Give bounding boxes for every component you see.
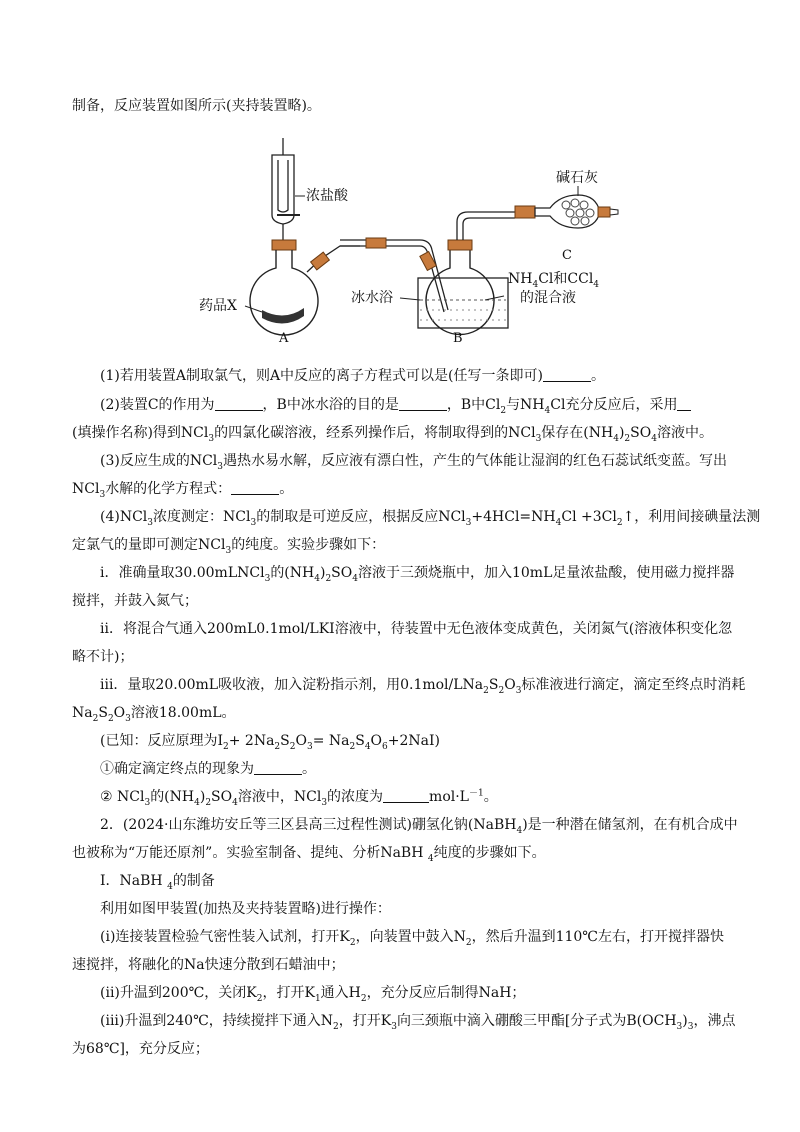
q3-blank[interactable] xyxy=(231,480,279,495)
s2-l2: 略不计)； xyxy=(72,649,134,665)
op3-c: 向三颈瓶中滴入硼酸三甲酯[分子式为B(OCH xyxy=(396,1013,677,1029)
sub1-blank[interactable] xyxy=(254,760,302,775)
s1-b-sub: 4 xyxy=(314,573,320,584)
label-c: C xyxy=(562,248,572,263)
q2-e: Cl充分反应后，采用 xyxy=(550,397,678,413)
label-a: A xyxy=(279,331,289,346)
label-soda-lime: 碱石灰 xyxy=(556,170,598,186)
k-f-sub: 4 xyxy=(364,741,371,752)
known xyxy=(100,731,440,751)
op-3-line2 xyxy=(72,1039,209,1059)
reagent-x-pointer xyxy=(245,306,262,312)
k-a-sub: 2 xyxy=(223,741,229,752)
s1-d: SO xyxy=(331,565,353,581)
q4-a: (4)NCl xyxy=(100,509,148,525)
sub2-c: ) xyxy=(199,789,206,805)
op-3 xyxy=(100,1011,735,1031)
k-c: S xyxy=(280,733,290,749)
step-2-line2 xyxy=(72,647,133,667)
s3-l2-sub2: 2 xyxy=(107,713,114,724)
s3-l2-a: Na xyxy=(72,705,93,721)
q3-b: 遇热水易水解，反应液有漂白性，产生的气体能让湿润的红色石蕊试纸变蓝。写出 xyxy=(223,453,728,469)
drying-tube-c xyxy=(535,195,618,228)
k-a: (已知：反应原理为I xyxy=(100,733,223,749)
sub2-g-sup: －1 xyxy=(468,788,484,799)
problem-2-line2 xyxy=(72,843,546,863)
sub1-b: 。 xyxy=(302,761,316,777)
op3-d-sub: 3 xyxy=(687,1021,694,1032)
sub2-g: mol·L xyxy=(429,789,469,805)
label-conc-hcl: 浓盐酸 xyxy=(306,188,348,204)
q2-l2-sub5: 4 xyxy=(651,433,657,444)
op2-c-sub: 2 xyxy=(360,993,367,1004)
q3-l2-a: NCl xyxy=(72,481,100,497)
step-2 xyxy=(100,619,732,639)
q2-l2-sub3: 4 xyxy=(613,433,619,444)
q3-l2-sub: 3 xyxy=(99,489,106,500)
op2-c: 通入H xyxy=(320,985,361,1001)
op1-a: (i)连接装置检验气密性装入试剂，打开K xyxy=(100,929,350,945)
funnel-body xyxy=(272,155,294,224)
step-3-line2 xyxy=(72,703,236,723)
s1-c: ) xyxy=(319,565,326,581)
dropping-funnel xyxy=(272,138,300,245)
label-ice-bath: 冰水浴 xyxy=(351,290,393,306)
q4-a-sub: 3 xyxy=(147,517,154,528)
q4-c: 的制取是可逆反应，根据反应NCl xyxy=(256,509,466,525)
sub2-c-sub: 2 xyxy=(205,797,212,808)
sub2-d: SO xyxy=(211,789,233,805)
p2-a: 2．(2024·山东潍坊安丘等三区县高三过程性测试)硼氢化钠(NaBH xyxy=(100,817,517,833)
op3-b: ，打开K xyxy=(338,1013,392,1029)
q1-text: (1)若用装置A制取氯气，则A中反应的离子方程式可以是(任写一条即可) xyxy=(100,368,543,384)
q4-b-sub: 3 xyxy=(250,517,257,528)
p2-b: )是一种潜在储氢剂，在有机合成中 xyxy=(522,817,738,833)
s3-c-sub: 3 xyxy=(515,685,522,696)
sec1-a-sub: 4 xyxy=(167,881,173,892)
sec1-b: 的制备 xyxy=(172,873,215,889)
s3-b: S xyxy=(488,677,499,693)
s1-b: 的(NH xyxy=(270,565,315,581)
op1-c: ，然后升温到110℃左右，打开搅拌器快 xyxy=(471,929,724,945)
s3-l2-c: O xyxy=(113,705,126,721)
sub-2 xyxy=(100,787,498,807)
sub2-f: 的浓度为 xyxy=(327,789,384,805)
q2-l2-sub1: 3 xyxy=(208,433,215,444)
outlet-tube-b xyxy=(457,212,515,240)
op3-c-sub: 3 xyxy=(676,1021,683,1032)
sub1-a: ①确定滴定终点的现象为 xyxy=(100,761,254,777)
flask-b xyxy=(426,250,494,334)
s3-l2-d: 溶液18.00mL。 xyxy=(130,705,236,721)
apparatus-figure xyxy=(0,0,800,350)
k-d-sub: 3 xyxy=(306,741,313,752)
q4-b: 浓度测定：NCl xyxy=(153,509,251,525)
use-text: 利用如图甲装置(加热及夹持装置略)进行操作： xyxy=(100,901,391,917)
q4-d-sub: 4 xyxy=(555,517,562,528)
q3-a: (3)反应生成的NCl xyxy=(100,453,218,469)
q3 xyxy=(100,451,727,471)
q2-blank-1[interactable] xyxy=(215,396,263,411)
q4-f: ↑，利用间接碘量法测 xyxy=(622,509,761,525)
q2-d-sub: 4 xyxy=(544,405,551,416)
s1-e: 溶液于三颈烧瓶中，加入10mL足量浓盐酸，使用磁力搅拌器 xyxy=(357,565,735,581)
q3-a-sub: 3 xyxy=(217,461,224,472)
sub2-d-sub: 4 xyxy=(232,797,238,808)
q4-d: +4HCl=NH xyxy=(471,509,556,525)
op-1 xyxy=(100,927,724,947)
q2-blank-3[interactable] xyxy=(677,396,691,411)
q4 xyxy=(100,507,760,527)
section-1 xyxy=(100,871,215,891)
s1-a-sub: 3 xyxy=(264,573,271,584)
problem-2 xyxy=(100,815,738,835)
q4-l2-b: 的纯度。实验步骤如下： xyxy=(231,537,386,553)
sub2-e: 溶液中，NCl xyxy=(237,789,322,805)
p2-l2-sub: 4 xyxy=(427,853,434,864)
q4-l2-sub: 3 xyxy=(225,545,232,556)
q4-l2-a: 定氯气的量即可测定NCl xyxy=(72,537,226,553)
q2-l2-d: ) xyxy=(618,425,625,441)
k-b-sub: 2 xyxy=(274,741,281,752)
k-e: = Na xyxy=(312,733,350,749)
step-3 xyxy=(100,675,745,695)
intro-span: 制备，反应装置如图所示(夹持装置略)。 xyxy=(72,98,321,114)
s3-a-sub: 2 xyxy=(483,685,489,696)
q2-l2-f: 溶液中。 xyxy=(656,425,713,441)
sub2-e-sub: 3 xyxy=(321,797,328,808)
q2 xyxy=(100,395,691,415)
s2-a: ⅱ．将混合气通入200mL0.1mol/LKI溶液中，待装置中无色液体变成黄色，关闭氮气(溶液体积变化忽 xyxy=(100,621,733,637)
q2-line2 xyxy=(72,423,713,443)
k-c-sub: 2 xyxy=(289,741,296,752)
op-2 xyxy=(100,983,525,1003)
s3-l2-sub1: 2 xyxy=(92,713,99,724)
label-mixture-2: 的混合液 xyxy=(520,290,576,306)
p2-l2-b: 纯度的步骤如下。 xyxy=(433,845,546,861)
rubber-joint xyxy=(366,238,386,248)
s1-l2: 搅拌，并鼓入氮气； xyxy=(72,593,198,609)
q4-line2 xyxy=(72,535,385,555)
q2-d: 与NH xyxy=(506,397,545,413)
q2-l2-c: 保存在(NH xyxy=(541,425,614,441)
q3-l2-c: 。 xyxy=(279,481,294,497)
op2-a: (ii)升温到200℃，关闭K xyxy=(100,985,257,1001)
k-g-sub: 6 xyxy=(382,741,388,752)
q4-c-sub: 3 xyxy=(465,517,472,528)
sub-1 xyxy=(100,759,316,779)
q2-l2-b: 的四氯化碳溶液，经系列操作后，将制取得到的NCl xyxy=(214,425,536,441)
label-reagent-x: 药品X xyxy=(199,298,237,314)
rubber-joint-c xyxy=(515,206,535,218)
sec1-a: I．NaBH xyxy=(100,873,168,889)
s1-d-sub: 4 xyxy=(352,573,358,584)
k-f: S xyxy=(355,733,365,749)
op3-d: ) xyxy=(682,1013,688,1029)
q3-line2 xyxy=(72,479,293,499)
q4-e-sub: 2 xyxy=(616,517,623,528)
sub2-blank[interactable] xyxy=(383,788,429,803)
s3-l2-sub3: 3 xyxy=(125,713,131,724)
op2-b-sub: 1 xyxy=(314,993,321,1004)
label-b: B xyxy=(453,331,463,346)
k-d: O xyxy=(295,733,307,749)
q2-l2-sub4: 2 xyxy=(624,433,631,444)
q2-a: (2)装置C的作用为 xyxy=(100,397,215,413)
sub2-a-sub: 3 xyxy=(144,797,151,808)
k-b: + 2Na xyxy=(228,733,275,749)
funnel-inner xyxy=(278,160,288,212)
q2-blank-2[interactable] xyxy=(399,396,447,411)
reagent-x-solid xyxy=(262,308,304,324)
q2-l2-sub2: 3 xyxy=(535,433,542,444)
op3-b-sub: 3 xyxy=(391,1021,397,1032)
op1-a-sub: 2 xyxy=(349,937,356,948)
stopper-a xyxy=(272,240,296,250)
op3-e: ，沸点 xyxy=(693,1013,736,1029)
op2-b: ，打开K xyxy=(262,985,315,1001)
sub2-b-sub: 4 xyxy=(194,797,200,808)
op1-b-sub: 2 xyxy=(465,937,472,948)
s1-a: ⅰ．准确量取30.00mLNCl xyxy=(100,565,265,581)
op-1-line2 xyxy=(72,955,345,975)
op3-a-sub: 2 xyxy=(333,1021,339,1032)
stopper-b xyxy=(448,240,472,250)
label-mixture-1: $NH_4Cl$和CCl$_4$ xyxy=(508,271,600,290)
q2-b: ，B中冰水浴的目的是 xyxy=(262,397,399,413)
s1-c-sub: 2 xyxy=(325,573,332,584)
k-g: O xyxy=(370,733,383,749)
q4-e: Cl +3Cl xyxy=(561,509,617,525)
op2-d: ，充分反应后制得NaH； xyxy=(366,985,526,1001)
op3-l2: 为68℃]，充分反应； xyxy=(72,1041,209,1057)
s3-b-sub: 2 xyxy=(498,685,505,696)
step-1-line2 xyxy=(72,591,198,611)
p2-l2: 也被称为“万能还原剂”。实验室制备、提纯、分析NaBH xyxy=(72,845,428,861)
s3-d: 标准液进行滴定，滴定至终点时消耗 xyxy=(521,677,746,693)
k-e-sub: 2 xyxy=(349,741,356,752)
op1-b: ，向装置中鼓入N xyxy=(355,929,466,945)
sub2-h: 。 xyxy=(483,789,498,805)
use-line xyxy=(100,899,391,919)
step-1 xyxy=(100,563,734,583)
p2-a-sub: 4 xyxy=(516,825,523,836)
op3-a: (iii)升温到240℃，持续搅拌下通入N xyxy=(100,1013,333,1029)
flask-a xyxy=(250,250,318,335)
op2-a-sub: 2 xyxy=(256,993,263,1004)
k-h: +2NaI) xyxy=(387,733,440,749)
q2-c: ，B中Cl xyxy=(446,397,501,413)
q1-end: 。 xyxy=(590,368,605,384)
q3-l2-b: 水解的化学方程式： xyxy=(105,481,232,497)
q2-l2-e: SO xyxy=(630,425,652,441)
q2-l2-a: (填操作名称)得到NCl xyxy=(72,425,209,441)
q2-c-sub: 2 xyxy=(500,405,507,416)
sub2-b: 的(NH xyxy=(150,789,195,805)
s3-l2-b: S xyxy=(98,705,108,721)
q1-blank[interactable] xyxy=(543,367,591,382)
s3-c: O xyxy=(504,677,516,693)
sub2-a: ② NCl xyxy=(100,789,145,805)
op1-l2: 速搅拌，将融化的Na快速分散到石蜡油中； xyxy=(72,957,345,973)
s3-a: ⅲ．量取20.00mL吸收液，加入淀粉指示剂，用0.1mol/LNa xyxy=(100,677,484,693)
q1 xyxy=(100,366,605,386)
